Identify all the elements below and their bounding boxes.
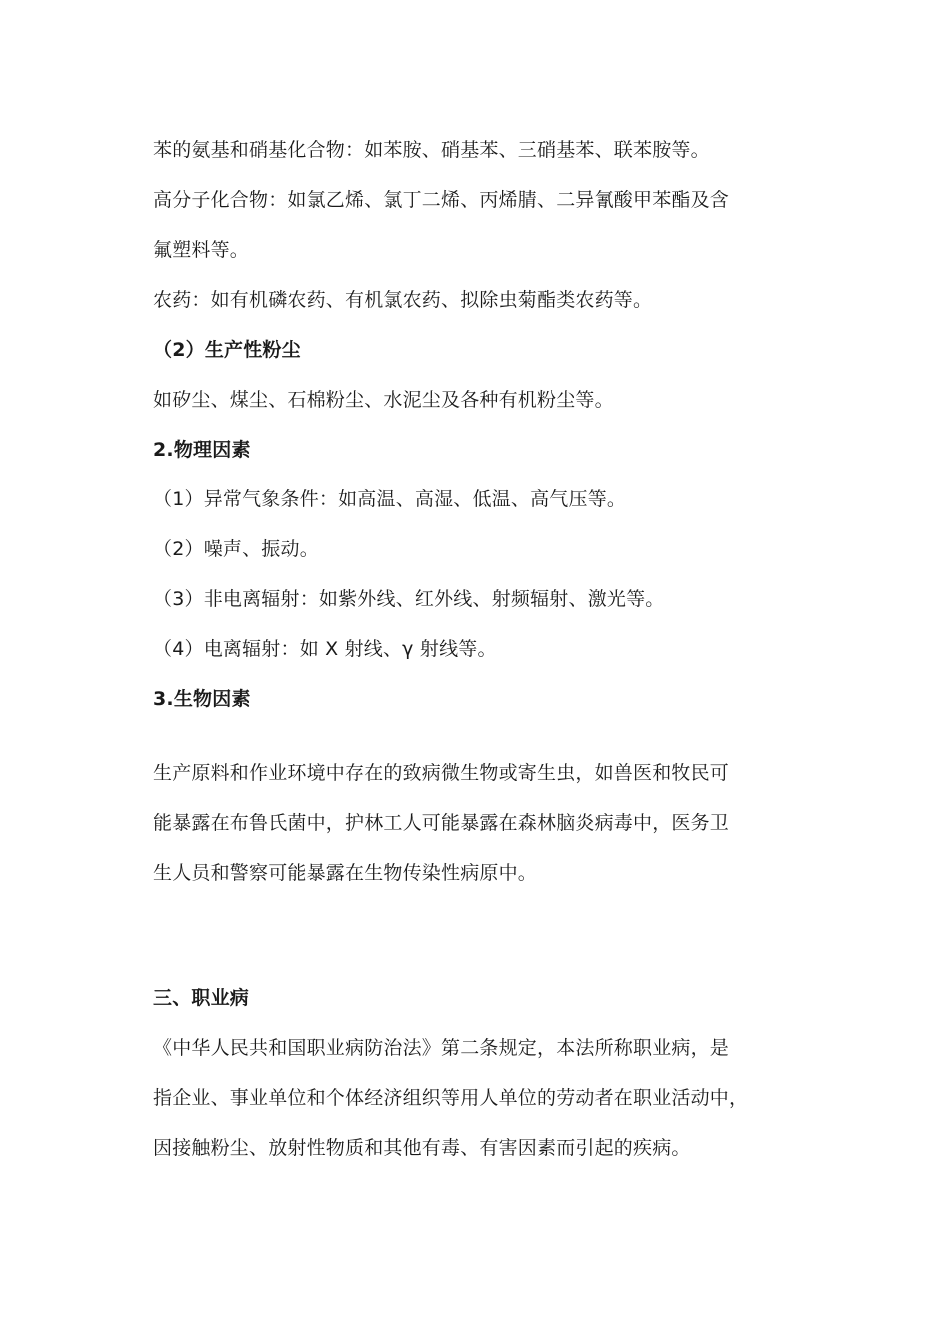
heading-physical-factors: 2.物理因素 (153, 439, 251, 461)
text-line-polymers: 高分子化合物：如氯乙烯、氯丁二烯、丙烯腈、二异氰酸甲苯酯及含 (153, 189, 730, 211)
text-line-noise-vibration: （2）噪声、振动。 (153, 538, 319, 560)
text-line-bio-2: 能暴露在布鲁氏菌中，护林工人可能暴露在森林脑炎病毒中，医务卫 (153, 812, 730, 834)
text-line-dust-examples: 如矽尘、煤尘、石棉粉尘、水泥尘及各种有机粉尘等。 (153, 389, 614, 411)
text-line-law-3: 因接触粉尘、放射性物质和其他有毒、有害因素而引起的疾病。 (153, 1137, 691, 1159)
heading-productive-dust: （2）生产性粉尘 (153, 339, 301, 361)
text-line-ionizing-radiation: （4）电离辐射：如 X 射线、γ 射线等。 (153, 638, 497, 660)
text-line-bio-3: 生人员和警察可能暴露在生物传染性病原中。 (153, 862, 538, 884)
text-line-law-1: 《中华人民共和国职业病防治法》第二条规定，本法所称职业病，是 (153, 1037, 730, 1059)
text-line-pesticides: 农药：如有机磷农药、有机氯农药、拟除虫菊酯类农药等。 (153, 289, 653, 311)
text-line-law-2: 指企业、事业单位和个体经济组织等用人单位的劳动者在职业活动中， (153, 1087, 749, 1109)
heading-biological-factors: 3.生物因素 (153, 688, 251, 710)
text-line-non-ionizing-radiation: （3）非电离辐射：如紫外线、红外线、射频辐射、激光等。 (153, 588, 665, 610)
heading-occupational-disease: 三、职业病 (153, 987, 250, 1009)
text-line-abnormal-weather: （1）异常气象条件：如高温、高湿、低温、高气压等。 (153, 488, 627, 510)
text-line-polymers-cont: 氟塑料等。 (153, 239, 250, 261)
text-line-aromatic-amines: 苯的氨基和硝基化合物：如苯胺、硝基苯、三硝基苯、联苯胺等。 (153, 139, 710, 161)
text-line-bio-1: 生产原料和作业环境中存在的致病微生物或寄生虫，如兽医和牧民可 (153, 762, 730, 784)
